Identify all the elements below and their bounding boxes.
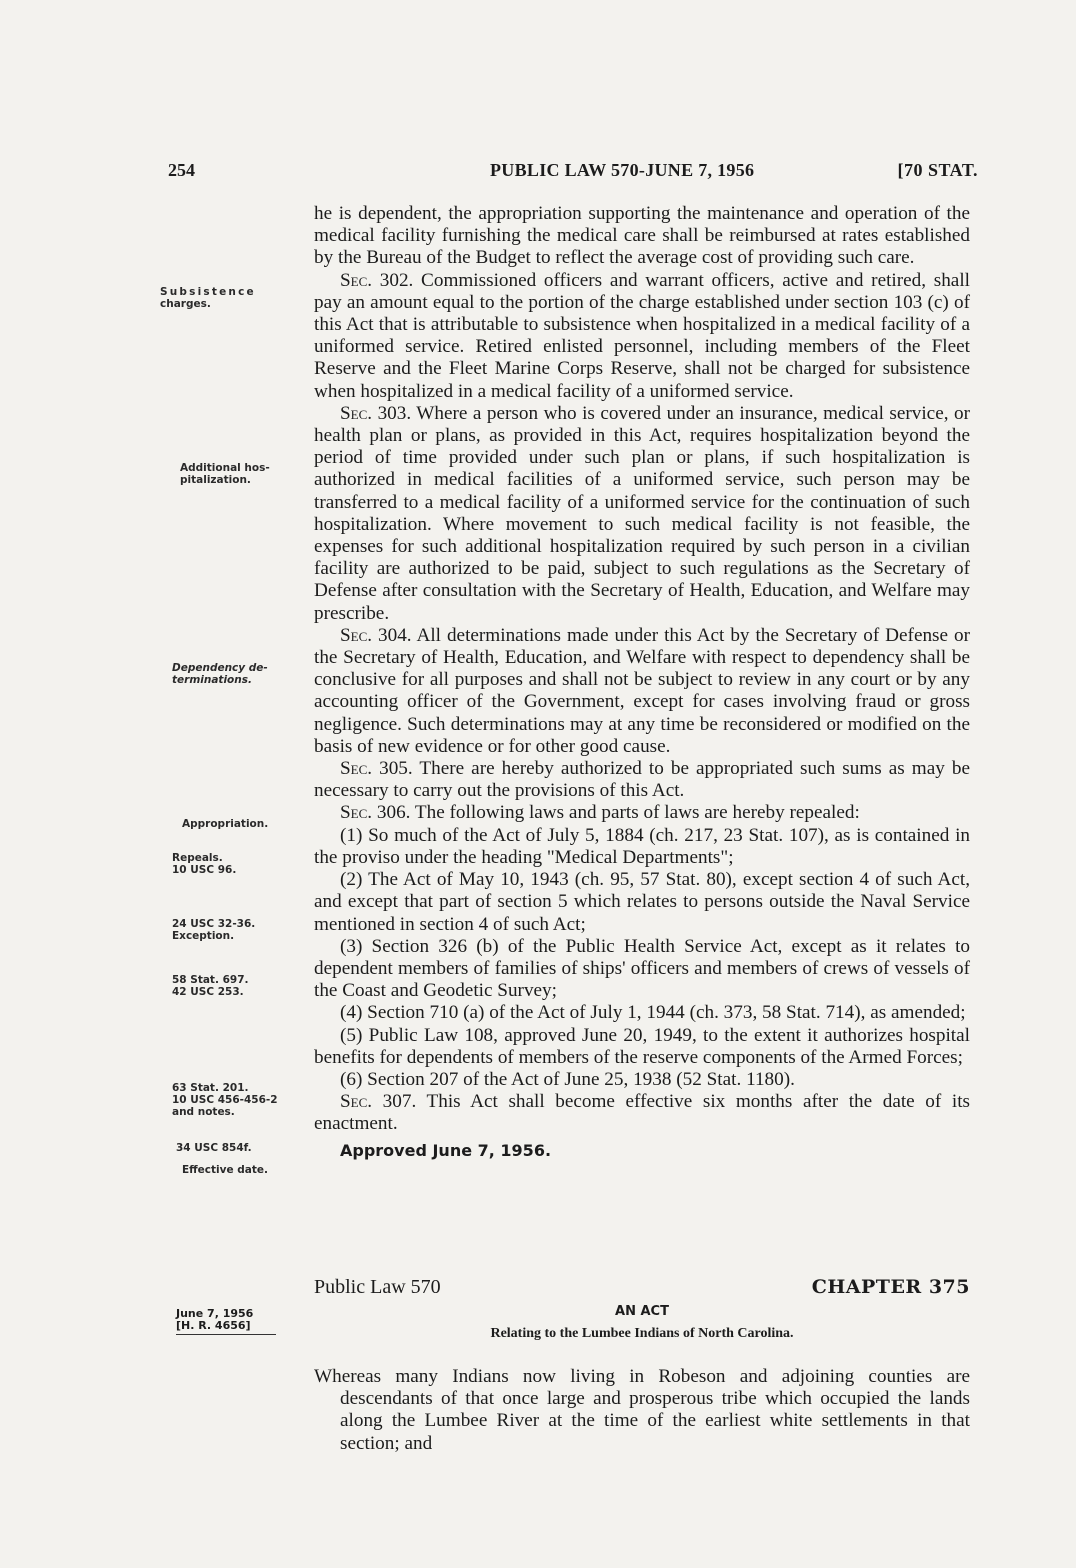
margin-note-dependency: Dependency de- terminations. — [172, 662, 268, 686]
section-label: Sec. 305. — [340, 758, 413, 780]
repeal-item-1: (1) So much of the Act of July 5, 1884 (ch. 217, 23 Stat. 107), as is contained in the proviso under the heading "Medical Departments"; — [314, 824, 970, 868]
repeal-item-2: (2) The Act of May 10, 1943 (ch. 95, 57 Stat. 80), except section 4 of such Act, and except that part of section 5 which relates to persons outside the Naval Service mentioned in section 4 of such Act; — [314, 869, 970, 935]
section-302: Sec. 302. Commissioned officers and warrant officers, active and retired, shall pay an amount equal to the portion of the charge established under section 103 (c) of this Act that is attributable to subsistence when hospitalized in a medical facility of a uniformed service. Retired enlisted personnel, including members of the Fleet Reserve and the Fleet Marine Corps Reserve, shall not be charged for subsistence when hospitalized in a medical facility of a uniformed service. — [314, 269, 970, 402]
section-label: Sec. 306. — [340, 802, 411, 824]
approval-date: Approved June 7, 1956. — [340, 1140, 552, 1160]
margin-note-34-usc: 34 USC 854f. — [176, 1142, 252, 1154]
margin-note-63-stat: 63 Stat. 201. 10 USC 456-456-2 and notes. — [172, 1082, 278, 1118]
section-306: Sec. 306. The following laws and parts of laws are hereby repealed: — [340, 802, 860, 824]
public-law-number: Public Law 570 — [314, 1276, 441, 1298]
margin-note-subsistence: Subsistence charges. — [160, 286, 256, 310]
section-304: Sec. 304. All determinations made under this Act by the Secretary of Defense or the Secretary of Health, Education, and Welfare with respect to dependency shall be conclusive for all purposes and shall not be subject to review in any court or by any accounting officer of the Government, except for cases involving fraud or gross negligence. Such determinations may at any time be reconsidered or modified on the basis of new evidence or for other good cause. — [314, 624, 970, 757]
whereas-clause — [314, 1366, 970, 1455]
repeal-item-3: (3) Section 326 (b) of the Public Health Service Act, except as it relates to dependent members of families of ships' officers and members of crews of vessels of the Coast and Geodetic Survey; — [314, 935, 970, 1002]
section-label: Sec. 307. — [340, 1091, 417, 1113]
margin-note-24-usc: 24 USC 32-36. Exception. — [172, 918, 256, 942]
margin-note-repeals: Repeals. 10 USC 96. — [172, 852, 237, 876]
section-label: Sec. 302. — [340, 269, 414, 291]
bill-reference — [176, 1308, 253, 1332]
paragraph-continuation: he is dependent, the appropriation supporting the maintenance and operation of the medical facility furnishing the medical care shall be reimbursed at rates established by the Bureau of the Budget to reflect the average cost of providing such care. — [314, 203, 970, 269]
repeal-item-5: (5) Public Law 108, approved June 20, 1949, to the extent it authorizes hospital benefits for dependents of members of the reserve components of the Armed Forces; — [314, 1024, 970, 1068]
margin-note-58-stat: 58 Stat. 697. 42 USC 253. — [172, 974, 249, 998]
repeal-item-6: (6) Section 207 of the Act of June 25, 1938 (52 Stat. 1180). — [340, 1068, 795, 1090]
margin-note-appropriation: Appropriation. — [182, 818, 269, 830]
bill-number: [H. R. 4656] — [176, 1319, 251, 1332]
act-subtitle: Relating to the Lumbee Indians of North Carolina. — [490, 1326, 794, 1341]
section-303: Sec. 303. Where a person who is covered under an insurance, medical service, or health plan or plans, as provided in this Act, requires hospitalization beyond the period of time provided under such plan or plans, if such hospitalization is authorized in medical facilities of a uniformed service, such person may be transferred to a medical facility of a uniformed service for the continuation of such hospitalization. Where movement to such medical facility is not feasible, the expenses for such additional hospitalization required by such person in a civilian facility are authorized to be paid, subject to such regulations as the Secretary of Defense after consultation with the Secretary of Health, Education, and Welfare may prescribe. — [314, 402, 970, 624]
section-label: Sec. 304. — [340, 624, 412, 646]
whereas-text: Whereas many Indians now living in Robeson and adjoining counties are descendants of that once large and prosperous tribe which occupied the lands along the Lumbee River at the time of the earliest white settlements in that section; and — [314, 1366, 970, 1454]
public-law-heading — [314, 1276, 970, 1302]
main-text — [314, 203, 970, 1162]
page-number: 254 — [168, 160, 195, 180]
volume-reference: [70 STAT. — [897, 160, 978, 180]
margin-note-effective-date: Effective date. — [182, 1164, 268, 1176]
repeal-item-4: (4) Section 710 (a) of the Act of July 1, 1944 (ch. 373, 58 Stat. 714), as amended; — [340, 1002, 966, 1024]
section-label: Sec. 303. — [340, 402, 412, 424]
bill-reference-rule — [176, 1334, 276, 1335]
page-header — [168, 160, 978, 192]
bill-date: June 7, 1956 — [176, 1307, 254, 1320]
margin-note-additional-hospitalization: Additional hos- pitalization. — [180, 462, 270, 486]
section-307: Sec. 307. This Act shall become effective six months after the date of its enactment. — [314, 1091, 970, 1135]
running-title: PUBLIC LAW 570-JUNE 7, 1956 — [490, 160, 755, 180]
section-305: Sec. 305. There are hereby authorized to be appropriated such sums as may be necessary to carry out the provisions of this Act. — [314, 758, 970, 802]
chapter-number: CHAPTER 375 — [811, 1276, 970, 1298]
an-act-label: AN ACT — [615, 1304, 669, 1319]
